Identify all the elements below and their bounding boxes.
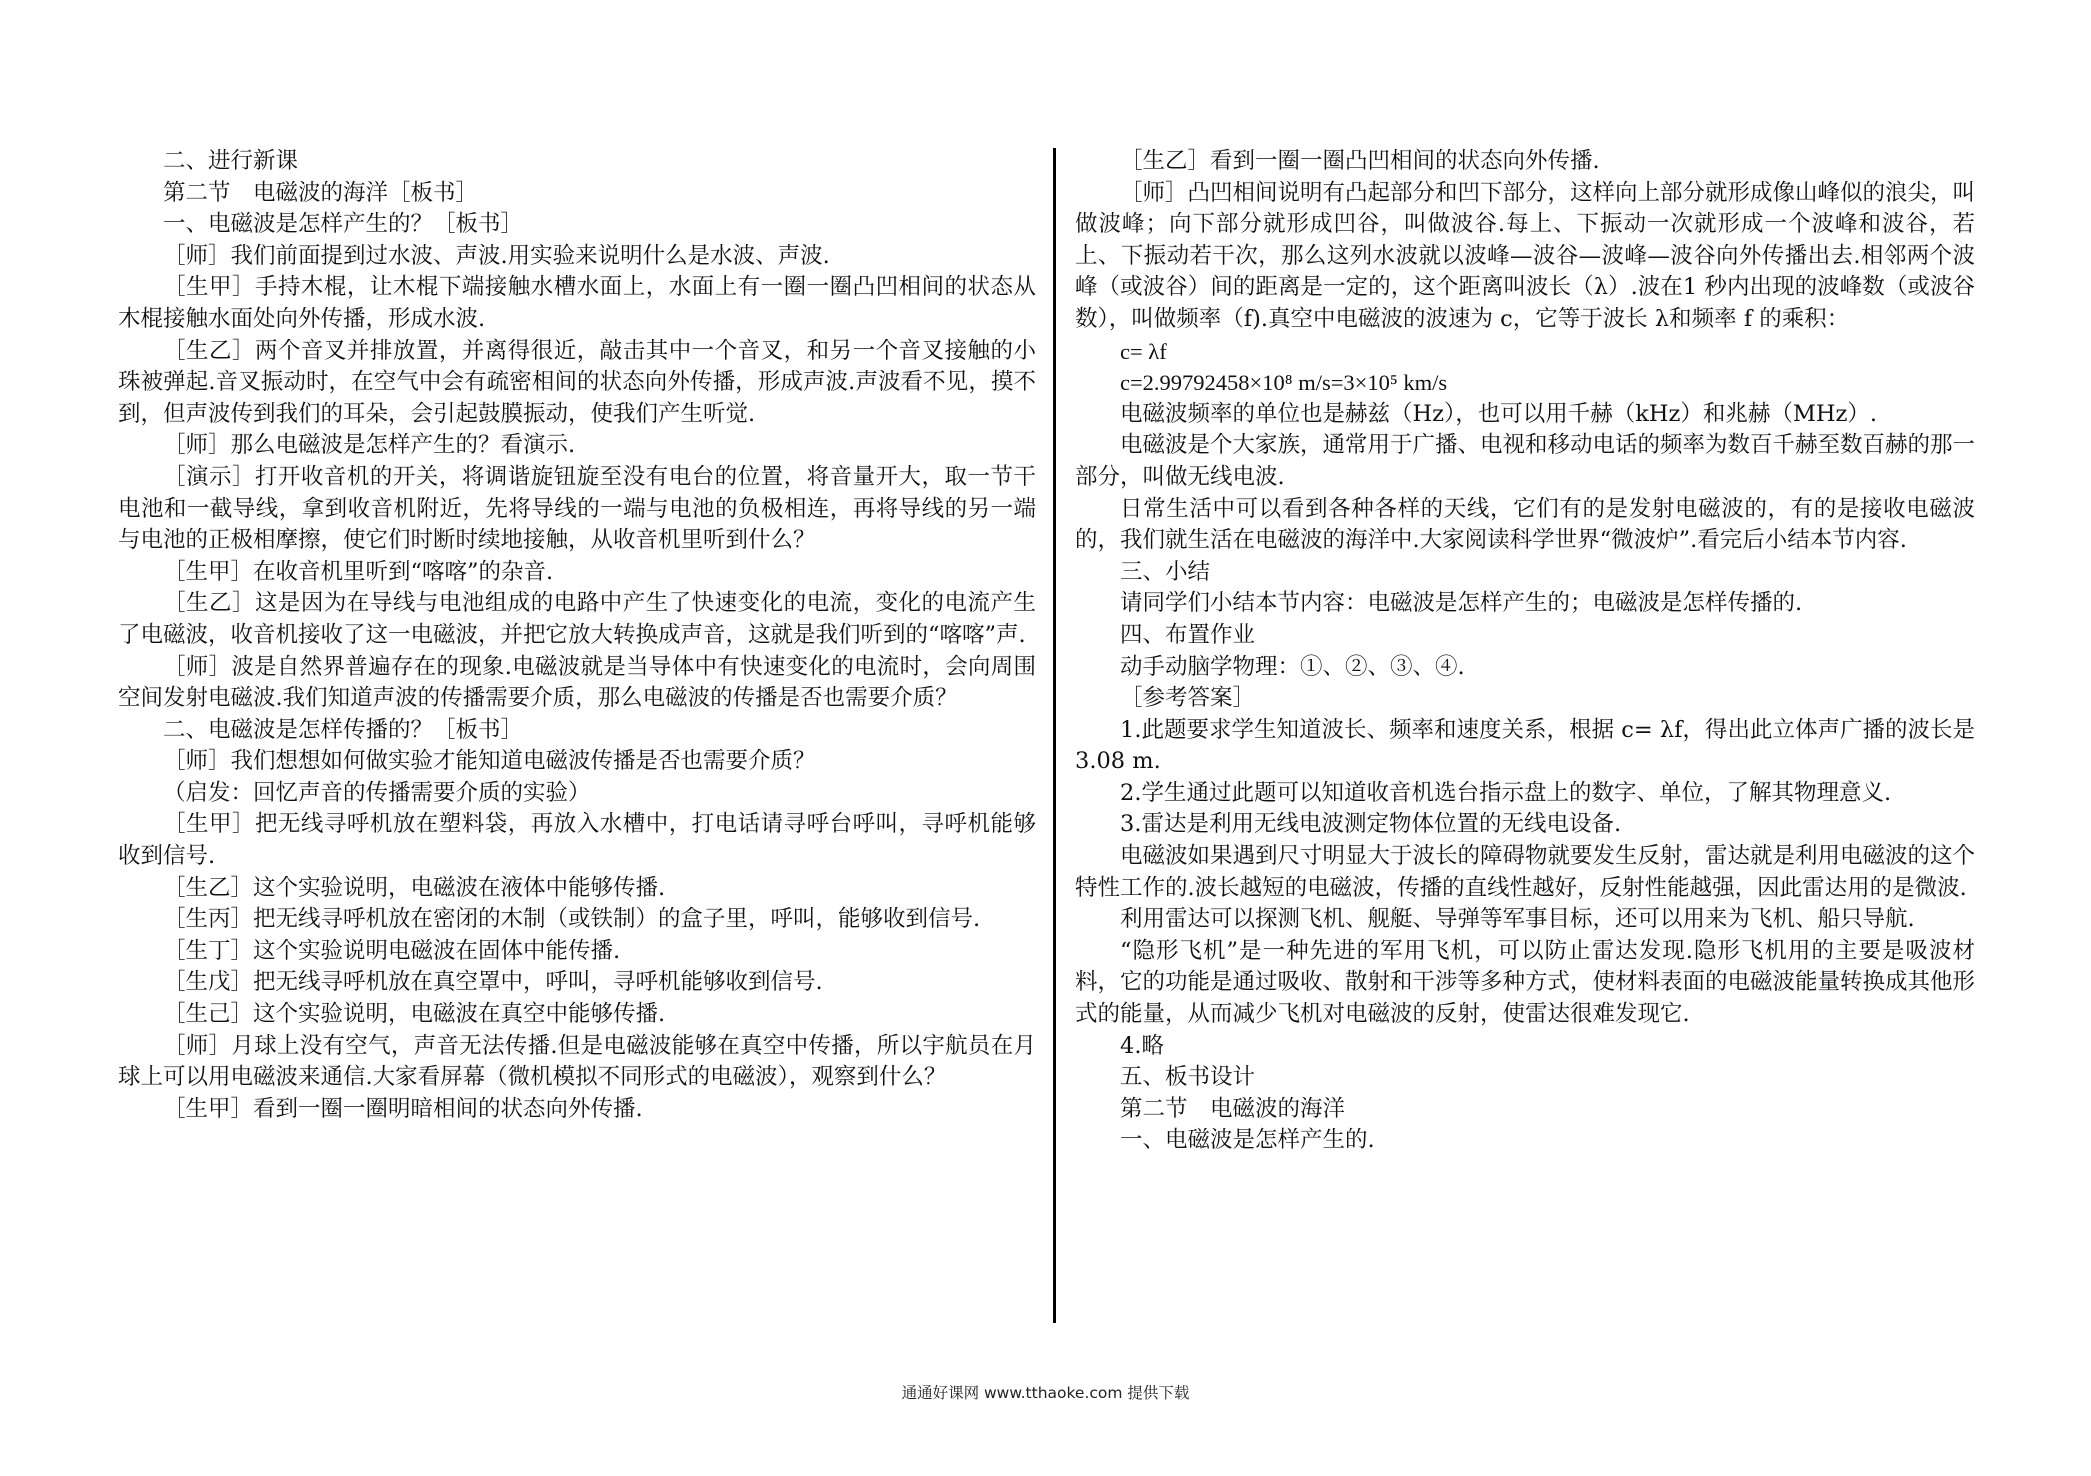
paragraph: ［生己］这个实验说明，电磁波在真空中能够传播.: [163, 1001, 666, 1028]
paragraph: ［生丁］这个实验说明电磁波在固体中能传播.: [163, 937, 621, 964]
paragraph: 四、布置作业: [1120, 621, 1256, 648]
paragraph: ［生丙］把无线寻呼机放在密闭的木制（或铁制）的盒子里，呼叫，能够收到信号.: [163, 906, 981, 933]
paragraph: ［师］凸凹相间说明有凸起部分和凹下部分，这样向上部分就形成像山峰似的浪尖，叫做波峰；向下部分就形成凹谷，叫做波谷.每上、下振动一次就形成一个波峰和波谷，若上、下振动若干次，那么这列水波就以波峰—波谷—波峰—波谷向外传播出去.相邻两个波峰（或波谷）间的距离是一定的，这个距离叫波长（λ）.波在1 秒内出现的波峰数（或波谷数），叫做频率（f).真空中电磁波的波速为 c，它等于波长 λ和频率 f 的乘积：: [1075, 179, 1976, 332]
paragraph: ［生甲］在收音机里听到“喀喀”的杂音.: [163, 558, 554, 585]
paragraph: 一、电磁波是怎样产生的？［板书］: [163, 211, 524, 238]
paragraph: 请同学们小结本节内容：电磁波是怎样产生的；电磁波是怎样传播的.: [1120, 590, 1803, 617]
paragraph: 利用雷达可以探测飞机、舰艇、导弹等军事目标，还可以用来为飞机、船只导航.: [1120, 906, 1915, 933]
formula-line: c= λf: [1120, 338, 1167, 364]
paragraph: ［演示］打开收音机的开关，将调谐旋钮旋至没有电台的位置，将音量开大，取一节干电池和一截导线，拿到收音机附近，先将导线的一端与电池的负极相连，再将导线的另一端与电池的正极相摩擦，使它们时断时续地接触，从收音机里听到什么？: [118, 463, 1036, 554]
paragraph: ［参考答案］: [1120, 685, 1256, 712]
paragraph: ［师］那么电磁波是怎样产生的？看演示.: [163, 432, 576, 459]
formula-line: c=2.99792458×10⁸ m/s=3×10⁵ km/s: [1120, 370, 1448, 396]
paragraph: 动手动脑学物理：①、②、③、④.: [1120, 653, 1465, 680]
paragraph: 二、进行新课: [163, 148, 299, 174]
right-column: [1075, 146, 1975, 1157]
column-divider: [1053, 148, 1056, 1323]
paragraph: ［生乙］两个音叉并排放置，并离得很近，敲击其中一个音叉，和另一个音叉接触的小珠被弹起.音叉振动时，在空气中会有疏密相间的状态向外传播，形成声波.声波看不见，摸不到，但声波传到我们的耳朵，会引起鼓膜振动，使我们产生听觉.: [118, 337, 1036, 427]
paragraph: ［生乙］看到一圈一圈凸凹相间的状态向外传播.: [1120, 148, 1600, 174]
paragraph: ［生甲］手持木棍，让木棍下端接触水槽水面上，水面上有一圈一圈凸凹相间的状态从木棍接触水面处向外传播，形成水波.: [118, 274, 1036, 332]
paragraph: ［生甲］看到一圈一圈明暗相间的状态向外传播.: [163, 1095, 643, 1122]
paragraph: 一、电磁波是怎样产生的.: [1120, 1127, 1375, 1154]
page-footer: 通通好课网 www.tthaoke.com 提供下载: [901, 1384, 1190, 1402]
paragraph: ［生戊］把无线寻呼机放在真空罩中，呼叫，寻呼机能够收到信号.: [163, 969, 823, 996]
paragraph: ［师］月球上没有空气，声音无法传播.但是电磁波能够在真空中传播，所以宇航员在月球上可以用电磁波来通信.大家看屏幕（微机模拟不同形式的电磁波），观察到什么？: [118, 1032, 1036, 1091]
paragraph: ［师］我们想想如何做实验才能知道电磁波传播是否也需要介质？: [163, 748, 816, 775]
paragraph: （启发：回忆声音的传播需要介质的实验）: [163, 779, 591, 806]
paragraph: ［生乙］这个实验说明，电磁波在液体中能够传播.: [163, 874, 666, 901]
paragraph: 电磁波频率的单位也是赫兹（Hz），也可以用千赫（kHz）和兆赫（MHz）.: [1120, 400, 1878, 427]
paragraph: “隐形飞机”是一种先进的军用飞机，可以防止雷达发现.隐形飞机用的主要是吸波材料，它的功能是通过吸收、散射和干涉等多种方式，使材料表面的电磁波能量转换成其他形式的能量，从而减少飞机对电磁波的反射，使雷达很难发现它.: [1075, 937, 1976, 1028]
paragraph: ［师］我们前面提到过水波、声波.用实验来说明什么是水波、声波.: [163, 242, 830, 269]
paragraph: 第二节 电磁波的海洋: [1120, 1095, 1346, 1122]
paragraph: ［生乙］这是因为在导线与电池组成的电路中产生了快速变化的电流，变化的电流产生了电磁波，收音机接收了这一电磁波，并把它放大转换成声音，这就是我们听到的“喀喀”声.: [118, 590, 1036, 648]
paragraph: 电磁波如果遇到尺寸明显大于波长的障碍物就要发生反射，雷达就是利用电磁波的这个特性工作的.波长越短的电磁波，传播的直线性越好，反射性能越强，因此雷达用的是微波.: [1075, 843, 1976, 901]
paragraph: 第二节 电磁波的海洋［板书］: [163, 179, 479, 206]
paragraph: 电磁波是个大家族，通常用于广播、电视和移动电话的频率为数百千赫至数百赫的那一部分，叫做无线电波.: [1075, 432, 1976, 490]
left-column: [118, 146, 1036, 1125]
paragraph: ［师］波是自然界普遍存在的现象.电磁波就是当导体中有快速变化的电流时，会向周围空间发射电磁波.我们知道声波的传播需要介质，那么电磁波的传播是否也需要介质？: [118, 653, 1036, 712]
paragraph: 二、电磁波是怎样传播的？［板书］: [163, 716, 524, 743]
paragraph: 三、小结: [1120, 558, 1211, 585]
paragraph: 2.学生通过此题可以知道收音机选台指示盘上的数字、单位，了解其物理意义.: [1120, 779, 1892, 806]
paragraph: 五、板书设计: [1120, 1064, 1256, 1091]
paragraph: 日常生活中可以看到各种各样的天线，它们有的是发射电磁波的，有的是接收电磁波的，我们就生活在电磁波的海洋中.大家阅读科学世界“微波炉”.看完后小结本节内容.: [1075, 495, 1975, 554]
paragraph: 4.略: [1120, 1032, 1164, 1059]
paragraph: 3.雷达是利用无线电波测定物体位置的无线电设备.: [1120, 811, 1622, 838]
paragraph: ［生甲］把无线寻呼机放在塑料袋，再放入水槽中，打电话请寻呼台呼叫，寻呼机能够收到信号.: [118, 811, 1036, 870]
paragraph: 1.此题要求学生知道波长、频率和速度关系，根据 c= λf，得出此立体声广播的波长是 3.08 m.: [1075, 716, 1975, 775]
